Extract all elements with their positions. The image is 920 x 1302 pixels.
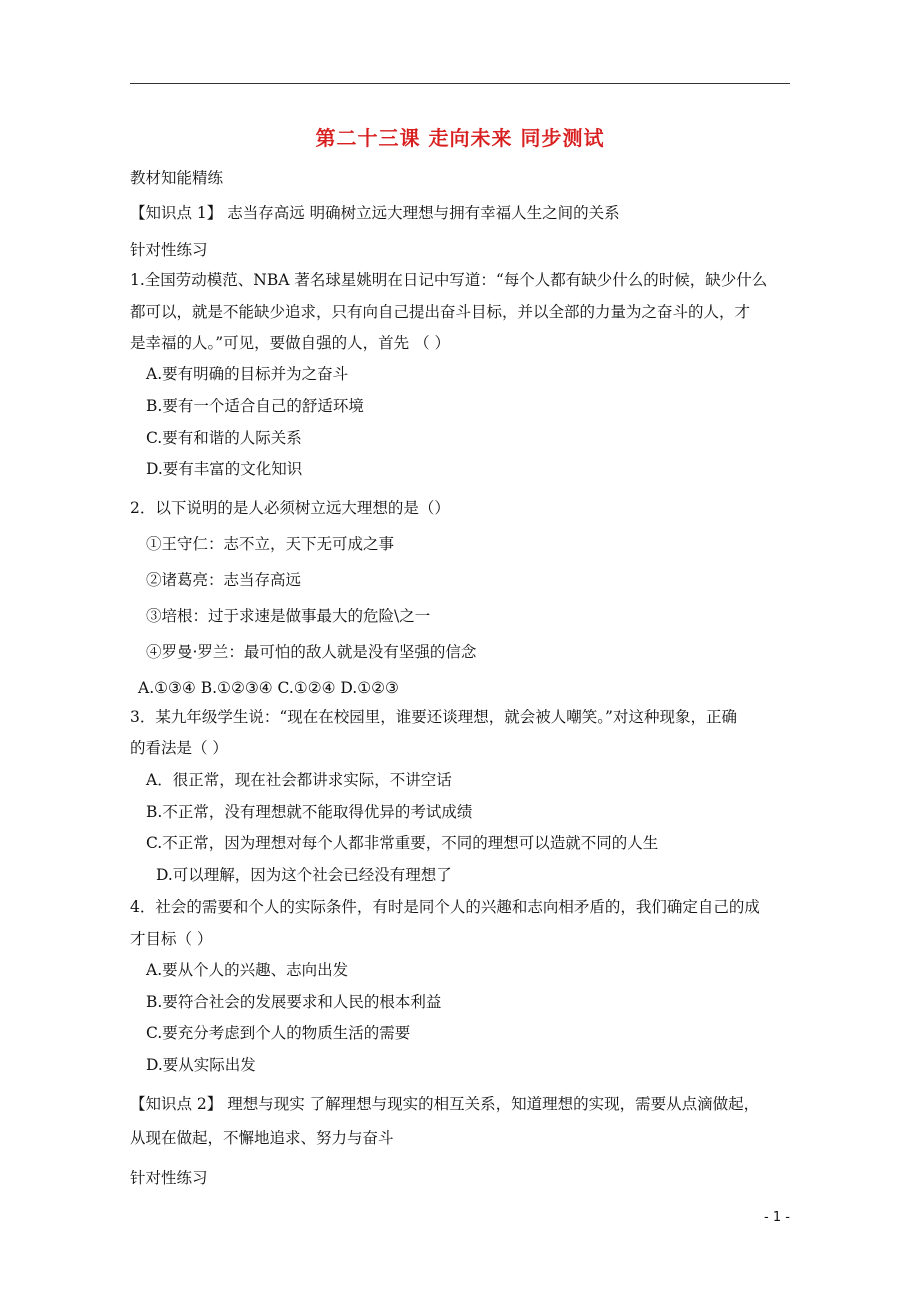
q4-option-a: A.要从个人的兴趣、志向出发 [146,961,349,979]
header-rule [130,83,790,84]
knowledge-point-2-line-1: 【知识点 2】 理想与现实 了解理想与现实的相互关系，知道理想的实现，需要从点滴做起， [130,1095,760,1113]
section-heading: 教材知能精练 [130,169,224,187]
q1-option-a: A.要有明确的目标并为之奋斗 [146,365,349,383]
q4-option-d: D.要从实际出发 [146,1056,256,1074]
q3-option-d: D.可以理解，因为这个社会已经没有理想了 [156,866,452,884]
q2-item-3: ③培根：过于求速是做事最大的危险\之一 [146,607,431,625]
q1-option-c: C.要有和谐的人际关系 [146,429,302,447]
knowledge-point-2-line-2: 从现在做起，不懈地追求、努力与奋斗 [130,1129,394,1147]
q3-line-1: 3．某九年级学生说：“现在在校园里，谁要还谈理想，就会被人嘲笑。”对这种现象，正确 [130,708,737,726]
q1-option-b: B.要有一个适合自己的舒适环境 [146,397,364,415]
q2-item-4: ④罗曼·罗兰：最可怕的敌人就是没有坚强的信念 [146,643,477,661]
q2-line-1: 2．以下说明的是人必须树立远大理想的是（） [130,499,450,517]
q2-item-2: ②诸葛亮：志当存高远 [146,571,302,589]
q4-option-c: C.要充分考虑到个人的物质生活的需要 [146,1024,411,1042]
q3-option-c: C.不正常，因为理想对每个人都非常重要，不同的理想可以造就不同的人生 [146,834,659,852]
q1-line-3: 是幸福的人。”可见，要做自强的人，首先 （ ） [130,334,451,352]
q4-option-b: B.要符合社会的发展要求和人民的根本利益 [146,993,442,1011]
knowledge-point-1: 【知识点 1】 志当存高远 明确树立远大理想与拥有幸福人生之间的关系 [130,204,620,222]
practice-heading-2: 针对性练习 [130,1169,208,1187]
q1-line-2: 都可以，就是不能缺少追求，只有向自己提出奋斗目标，并以全部的力量为之奋斗的人，才 [130,303,751,321]
q4-line-1: 4．社会的需要和个人的实际条件，有时是同个人的兴趣和志向相矛盾的，我们确定自己的成 [130,898,760,916]
q2-item-1: ①王守仁：志不立，天下无可成之事 [146,535,395,553]
practice-heading-1: 针对性练习 [130,241,208,259]
q1-option-d: D.要有丰富的文化知识 [146,460,303,478]
q4-line-2: 才目标（ ） [130,930,213,948]
page-number: - 1 - [764,1210,790,1225]
q3-option-b: B.不正常，没有理想就不能取得优异的考试成绩 [146,803,473,821]
q3-line-2: 的看法是（ ） [130,739,228,757]
q2-options: A.①③④ B.①②③④ C.①②④ D.①②③ [138,679,399,697]
page-title: 第二十三课 走向未来 同步测试 [315,126,605,150]
q3-option-a: A．很正常，现在社会都讲求实际，不讲空话 [146,771,452,789]
q1-line-1: 1.全国劳动模范、NBA 著名球星姚明在日记中写道：“每个人都有缺少什么的时候，缺少什么 [130,271,768,289]
